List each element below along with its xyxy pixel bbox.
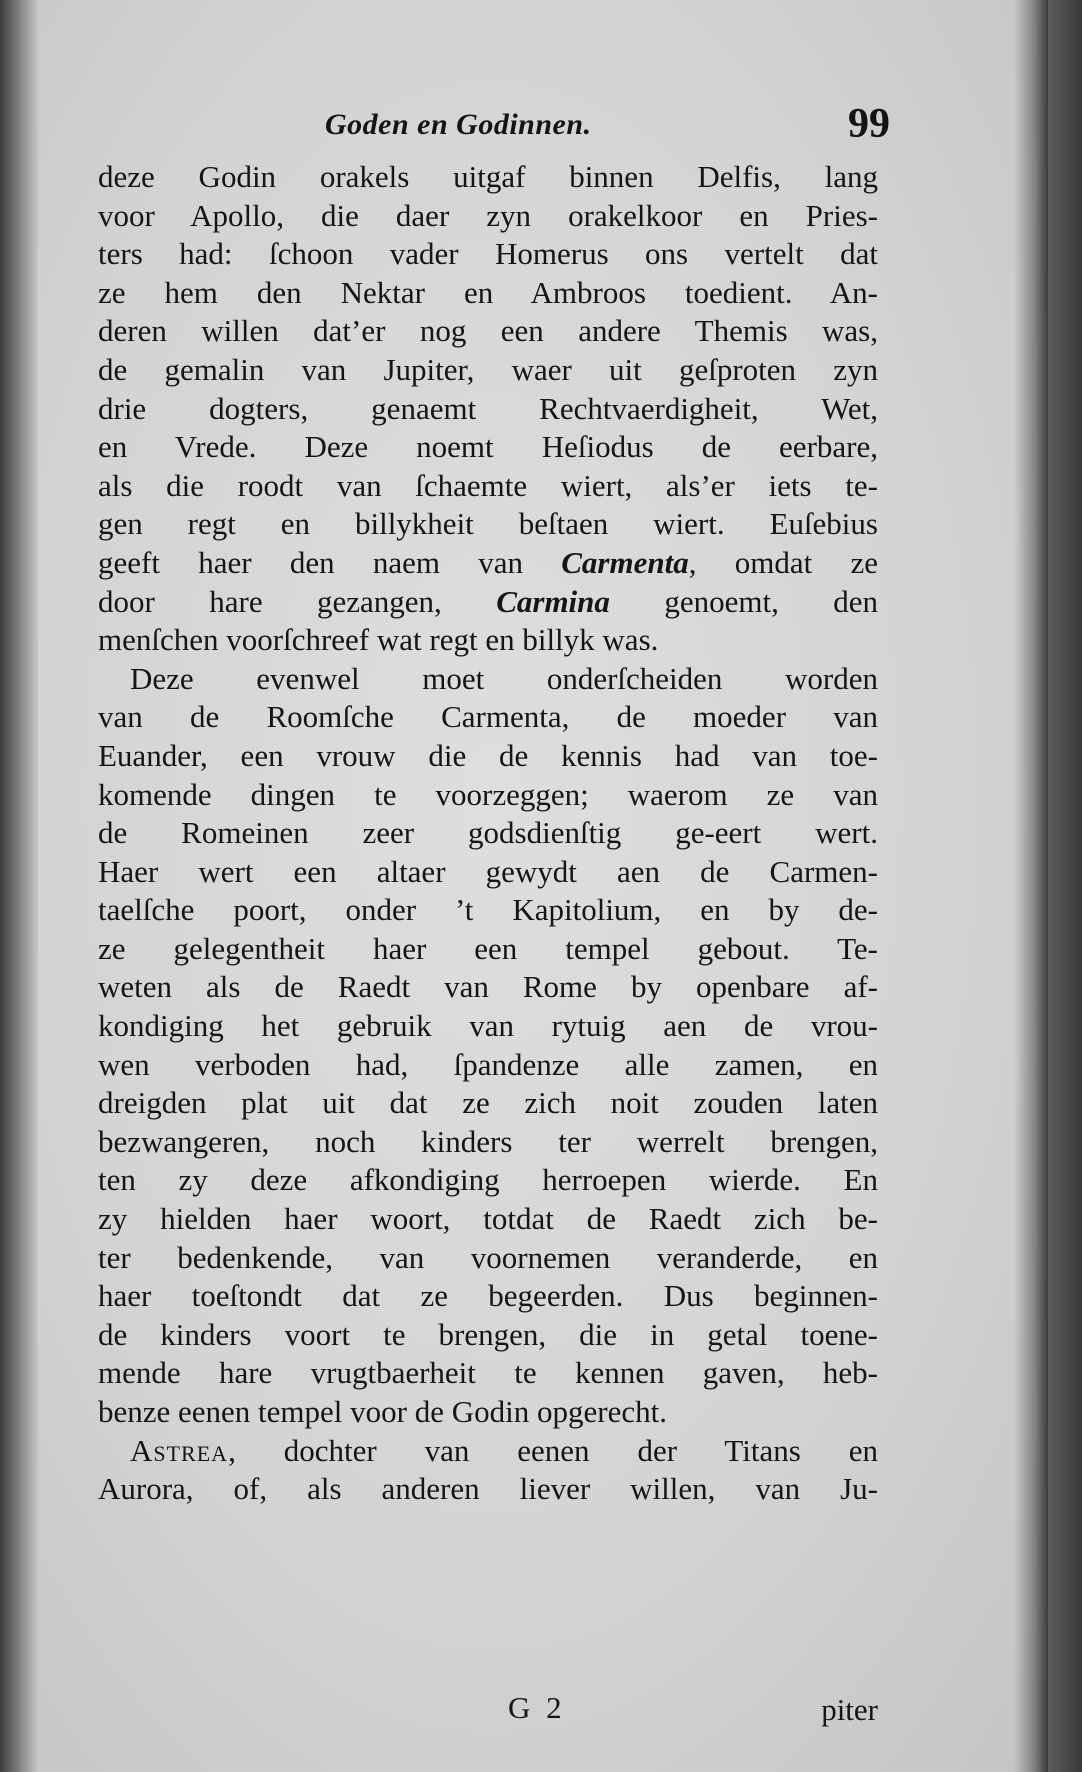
text-line: ze gelegentheit haer een tempel gebout. Te- <box>98 930 878 966</box>
text-line: ter bedenkende, van voornemen veranderde, en <box>98 1239 878 1275</box>
text-line: de Romeinen zeer godsdienſtig ge-eert wert. <box>98 815 878 851</box>
text-line: deren willen dat’er nog een andere Themis was, <box>98 313 878 349</box>
paragraph-start-line: Astrea, dochter van eenen der Titans en <box>130 1432 878 1468</box>
text-line: taelſche poort, onder ’t Kapitolium, en by de- <box>98 892 878 928</box>
text-line: door hare gezangen, Carmina genoemt, den <box>98 583 879 619</box>
text-line: dreigden plat uit dat ze zich noit zouden laten <box>98 1085 878 1121</box>
small-caps-name: Astrea <box>130 1432 229 1468</box>
paragraph-start-line: Deze evenwel moet onderſcheiden worden <box>130 660 878 696</box>
text-line: zy hielden haer woort, totdat de Raedt zich be- <box>98 1201 878 1237</box>
text-line: haer toeſtondt dat ze begeerden. Dus beginnen- <box>98 1278 878 1314</box>
text-line: bezwangeren, noch kinders ter werrelt brengen, <box>98 1123 878 1159</box>
text-line: deze Godin orakels uitgaf binnen Delfis, lang <box>98 159 878 194</box>
text-line: mende hare vrugtbaerheit te kennen gaven, heb- <box>98 1355 878 1391</box>
text-line: geeft haer den naem van Carmenta, omdat ze <box>98 544 878 580</box>
paragraph-end-line: benze eenen tempel voor de Godin opgerecht. <box>98 1394 667 1429</box>
text-line: ten zy deze afkondiging herroepen wierde. En <box>98 1162 878 1198</box>
text-line: gen regt en billykheit beſtaen wiert. Euſebius <box>98 506 878 542</box>
text-line: wen verboden had, ſpandenze alle zamen, en <box>98 1046 878 1082</box>
running-title: Goden en Godinnen. <box>325 108 592 141</box>
text-line: kondiging het gebruik van rytuig aen de vrou- <box>98 1008 878 1044</box>
page-left-edge <box>0 0 38 1772</box>
text-line: ters had: ſchoon vader Homerus ons vertelt dat <box>98 236 878 272</box>
page-footer <box>98 1690 878 1730</box>
text-line: Aurora, of, als anderen liever willen, van Ju- <box>98 1471 878 1507</box>
signature-mark: G 2 <box>508 1690 566 1725</box>
italic-name: Carmina <box>496 583 610 619</box>
spine-shadow <box>1014 0 1048 1772</box>
text-line: als die roodt van ſchaemte wiert, als’er iets te- <box>98 467 878 503</box>
page-number: 99 <box>848 101 890 147</box>
italic-name: Carmenta <box>561 544 689 580</box>
text-line: de gemalin van Jupiter, waer uit geſproten zyn <box>98 351 878 387</box>
text-line: voor Apollo, die daer zyn orakelkoor en Pries- <box>98 197 878 233</box>
text-line: de kinders voort te brengen, die in getal toene- <box>98 1316 878 1352</box>
text-line: Haer wert een altaer gewydt aen de Carmen- <box>98 853 878 889</box>
paragraph-end-line: menſchen voorſchreef wat regt en billyk was. <box>98 622 659 658</box>
text-line: drie dogters, genaemt Rechtvaerdigheit, Wet, <box>98 390 878 426</box>
text-line: weten als de Raedt van Rome by openbare af- <box>98 969 878 1005</box>
text-line: ze hem den Nektar en Ambroos toedient. An- <box>98 274 878 310</box>
text-line: van de Roomſche Carmenta, de moeder van <box>98 699 878 735</box>
body-text <box>98 158 878 1509</box>
page-header <box>60 100 890 150</box>
text-line: komende dingen te voorzeggen; waerom ze van <box>98 776 878 812</box>
catchword: piter <box>821 1692 878 1727</box>
text-line: en Vrede. Deze noemt Heſiodus de eerbare, <box>98 429 878 465</box>
text-line: Euander, een vrouw die de kennis had van toe- <box>98 737 878 773</box>
